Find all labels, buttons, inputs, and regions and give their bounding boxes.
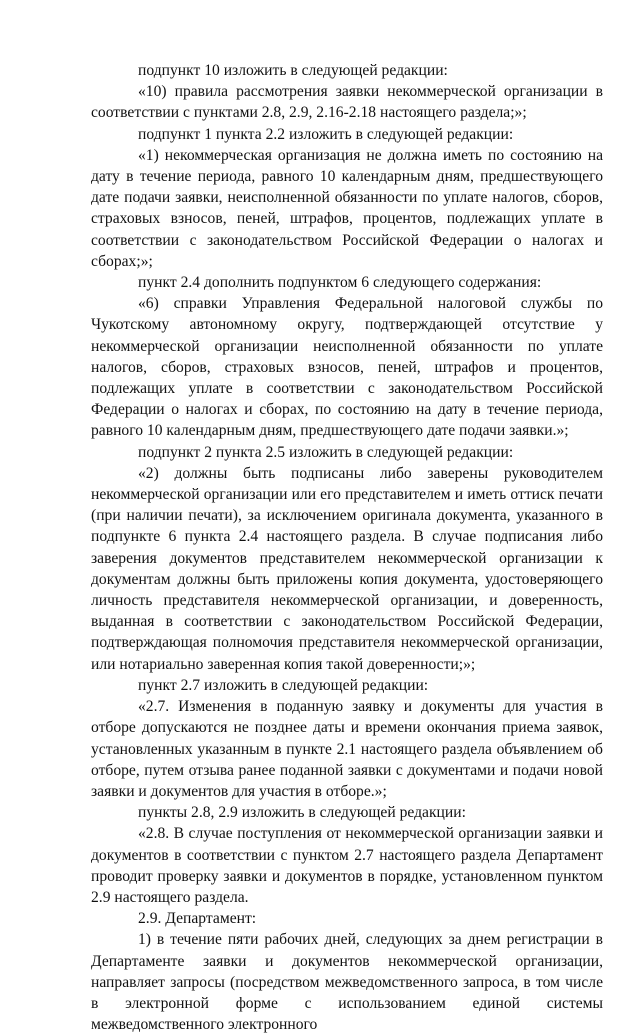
- paragraph-6: «6) справки Управления Федеральной налоговой службы по Чукотскому автономному округу, подтверждающей отсутствие у некоммерческой организации неисполненной обязанности по уплате налогов, сборов, страховых взносов, пеней, штрафов и процентов, подлежащих уплате в соответствии с законодательством Российской Федерации о налогах и сборах, по состоянию на дату в течение периода, равного 10 календарным дням, предшествующего дате подачи заявки.»;: [91, 295, 603, 440]
- paragraph-11: пункты 2.8, 2.9 изложить в следующей редакции:: [138, 804, 466, 822]
- paragraph-9: пункт 2.7 изложить в следующей редакции:: [138, 676, 429, 694]
- paragraph-12: «2.8. В случае поступления от некоммерческой организации заявки и документов в соответствии с пунктом 2.7 настоящего раздела Департамент проводит проверку заявки и документов в порядке, установленном пунктом 2.9 настоящего раздела.: [91, 825, 603, 906]
- paragraph-8: «2) должны быть подписаны либо заверены руководителем некоммерческой организации или его представителем и иметь оттиск печати (при наличии печати), за исключением оригинала документа, указанного в подпункте 6 пункта 2.4 настоящего раздела. В случае подписания либо заверения документов представителем некоммерческой организации к документам должны быть приложены копия документа, удостоверяющего личность представителя некоммерческой организации, и доверенность, выданная в соответствии с законодательством Российской Федерации, подтверждающая полномочия представителя некоммерческой организации, или нотариально заверенная копия такой доверенности;»;: [91, 464, 603, 673]
- paragraph-3: подпункт 1 пункта 2.2 изложить в следующей редакции:: [138, 125, 514, 143]
- paragraph-2: «10) правила рассмотрения заявки некоммерческой организации в соответствии с пунктами 2.8, 2.9, 2.16-2.18 настоящего раздела;»;: [91, 83, 603, 122]
- paragraph-1: подпункт 10 изложить в следующей редакции:: [138, 62, 448, 79]
- paragraph-13: 2.9. Департамент:: [138, 910, 257, 928]
- paragraph-7: подпункт 2 пункта 2.5 изложить в следующей редакции:: [138, 443, 514, 461]
- paragraph-4: «1) некоммерческая организация не должна иметь по состоянию на дату в течение периода, равного 10 календарным дням, предшествующего дате подачи заявки, неисполненной обязанности по уплате налогов, сборов, страховых взносов, пеней, штрафов, процентов, подлежащих уплате в соответствии с законодательством Российской Федерации о налогах и сборах;»;: [91, 146, 603, 270]
- paragraph-10: «2.7. Изменения в поданную заявку и документы для участия в отборе допускаются не позднее даты и времени окончания приема заявок, установленных указанным в пункте 2.1 настоящего раздела объявлением об отборе, путем отзыва ранее поданной заявки с документами и подачи новой заявки и документов для участия в отборе.»;: [91, 698, 603, 800]
- paragraph-5: пункт 2.4 дополнить подпунктом 6 следующего содержания:: [138, 274, 542, 292]
- document-body: [91, 60, 603, 1035]
- paragraph-14: 1) в течение пяти рабочих дней, следующих за днем регистрации в Департаменте заявки и документов некоммерческой организации, направляет запросы (посредством межведомственного запроса, в том числе в электронной форме с использованием единой системы межведомственного электронного: [91, 931, 603, 1034]
